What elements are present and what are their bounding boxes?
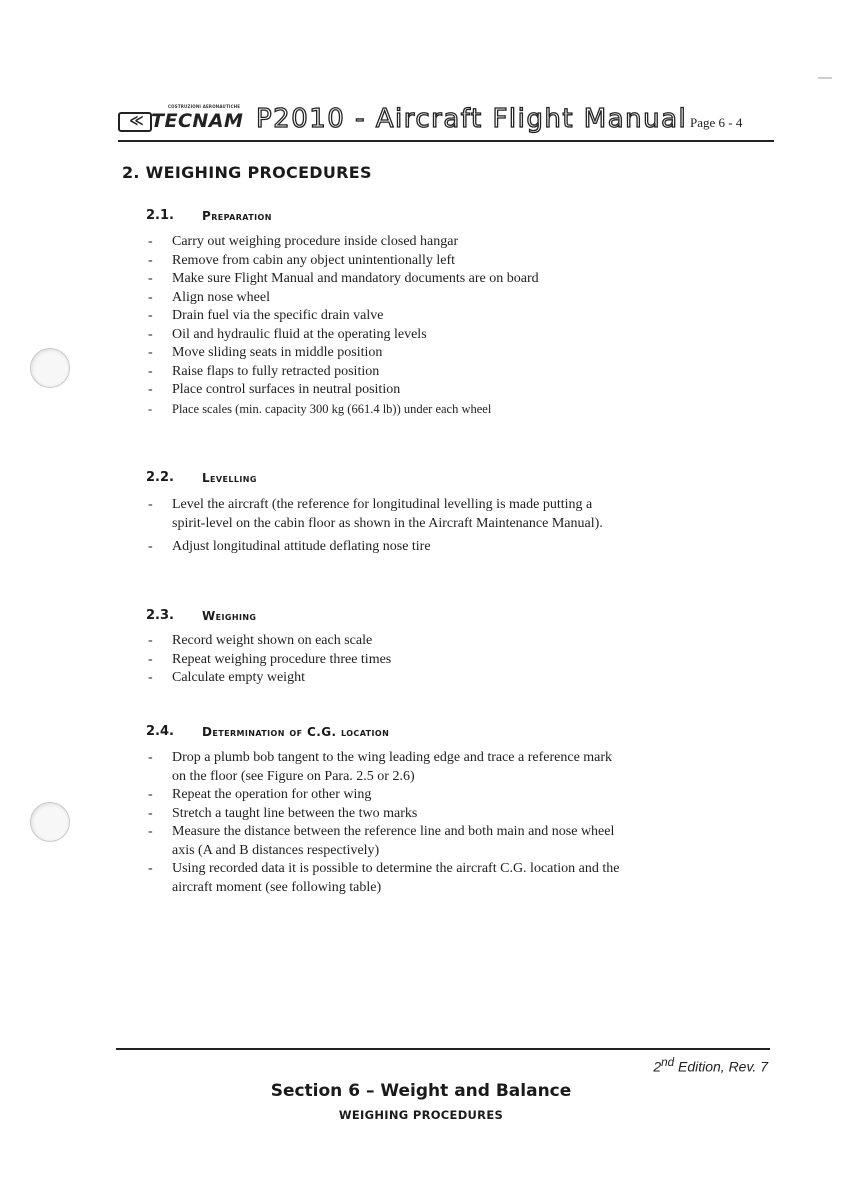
tecnam-logo: [118, 104, 244, 134]
binder-hole-top: [30, 348, 70, 388]
list-item-text: Align nose wheel: [172, 289, 270, 305]
list-item-text: Move sliding seats in middle position: [172, 345, 383, 360]
list-item-text: Make sure Flight Manual and mandatory documents are on board: [172, 271, 539, 286]
list-item: [146, 823, 746, 860]
list-item: [146, 289, 746, 308]
section-title: Preparation: [202, 209, 272, 223]
list-item-text: Place scales (min. capacity 300 kg (661.4 lb)) under each wheel: [172, 401, 492, 416]
procedure-list: [146, 496, 746, 557]
list-item: [146, 233, 746, 252]
list-item: [146, 651, 746, 670]
procedure-list: [146, 749, 746, 897]
list-item-text: Oil and hydraulic fluid at the operating levels: [172, 326, 427, 342]
section-number: 2.3.: [146, 608, 174, 623]
list-item-line: Level the aircraft (the reference for longitudinal levelling is made putting a: [172, 497, 593, 512]
list-item: [146, 344, 746, 363]
list-item: [146, 805, 746, 824]
list-item: [146, 270, 746, 289]
list-item-line: aircraft moment (see following table): [172, 879, 382, 895]
list-item: [146, 400, 746, 419]
page-header: [118, 104, 774, 140]
list-item: [146, 363, 746, 382]
section-title: Weighing: [202, 609, 257, 623]
section-number: 2.1.: [146, 208, 174, 223]
section-cg-location: [146, 724, 746, 897]
list-item-line: Measure the distance between the reference line and both main and nose wheel: [172, 824, 615, 839]
procedure-list: [146, 632, 746, 688]
procedure-list: [146, 233, 746, 418]
list-item: [146, 786, 746, 805]
list-item-text: Calculate empty weight: [172, 670, 305, 685]
list-item: [146, 669, 746, 688]
list-item-line: on the floor (see Figure on Para. 2.5 or 2.6): [172, 768, 415, 784]
section-number: 2.4.: [146, 724, 174, 739]
section-preparation: [146, 208, 746, 418]
list-item-line: spirit-level on the cabin floor as shown in the Aircraft Maintenance Manual).: [172, 515, 603, 531]
list-item: [146, 749, 746, 786]
logo-mark: ≪: [118, 112, 152, 132]
list-item: [146, 326, 746, 345]
edition-text: Edition, Rev. 7: [674, 1058, 768, 1075]
section-heading: [146, 470, 746, 490]
scan-mark: [818, 77, 832, 79]
list-item-text: Adjust longitudinal attitude deflating nose tire: [172, 539, 431, 554]
list-item-text: Place control surfaces in neutral position: [172, 382, 401, 397]
list-item-text: Drain fuel via the specific drain valve: [172, 308, 384, 323]
footer-divider: [116, 1048, 770, 1050]
list-item: [146, 632, 746, 651]
list-item-text: Repeat weighing procedure three times: [172, 651, 392, 667]
section-levelling: [146, 470, 746, 562]
binder-hole-bottom: [30, 802, 70, 842]
section-heading: [146, 608, 746, 628]
edition-number: 2: [653, 1058, 662, 1075]
list-item: [146, 307, 746, 326]
list-item: [146, 496, 746, 533]
list-item-text: Carry out weighing procedure inside closed hangar: [172, 234, 459, 249]
section-heading: [146, 724, 746, 744]
footer-section-subtitle: WEIGHING PROCEDURES: [338, 1108, 504, 1122]
edition-ordinal-suffix: nd: [661, 1056, 675, 1069]
list-item: [146, 860, 746, 897]
list-item: [146, 381, 746, 400]
edition-label: [640, 1056, 768, 1075]
list-item: [146, 538, 746, 557]
logo-wordmark: TECNAM: [151, 110, 244, 132]
list-item-text: Record weight shown on each scale: [172, 633, 373, 648]
main-heading: 2. WEIGHING PROCEDURES: [122, 163, 372, 182]
logo-tagline: COSTRUZIONI AERONAUTICHE: [168, 104, 241, 109]
list-item-line: Drop a plumb bob tangent to the wing leading edge and trace a reference mark: [172, 750, 613, 765]
list-item-text: Raise flaps to fully retracted position: [172, 363, 380, 379]
manual-title: P2010 - Aircraft Flight Manual: [256, 104, 688, 134]
page-number: Page 6 - 4: [690, 115, 743, 130]
list-item: [146, 252, 746, 271]
list-item-line: Using recorded data it is possible to determine the aircraft C.G. location and the: [172, 861, 620, 876]
section-title: Determination of C.G. location: [202, 725, 390, 739]
list-item-line: axis (A and B distances respectively): [172, 842, 380, 858]
section-heading: [146, 208, 746, 228]
list-item-text: Repeat the operation for other wing: [172, 787, 372, 802]
footer-section-title: Section 6 – Weight and Balance: [270, 1081, 572, 1101]
section-number: 2.2.: [146, 470, 174, 485]
section-title: Levelling: [202, 471, 257, 485]
section-weighing: [146, 608, 746, 688]
list-item-text: Stretch a taught line between the two marks: [172, 805, 418, 821]
header-divider: [118, 140, 774, 142]
list-item-text: Remove from cabin any object unintentionally left: [172, 252, 456, 268]
